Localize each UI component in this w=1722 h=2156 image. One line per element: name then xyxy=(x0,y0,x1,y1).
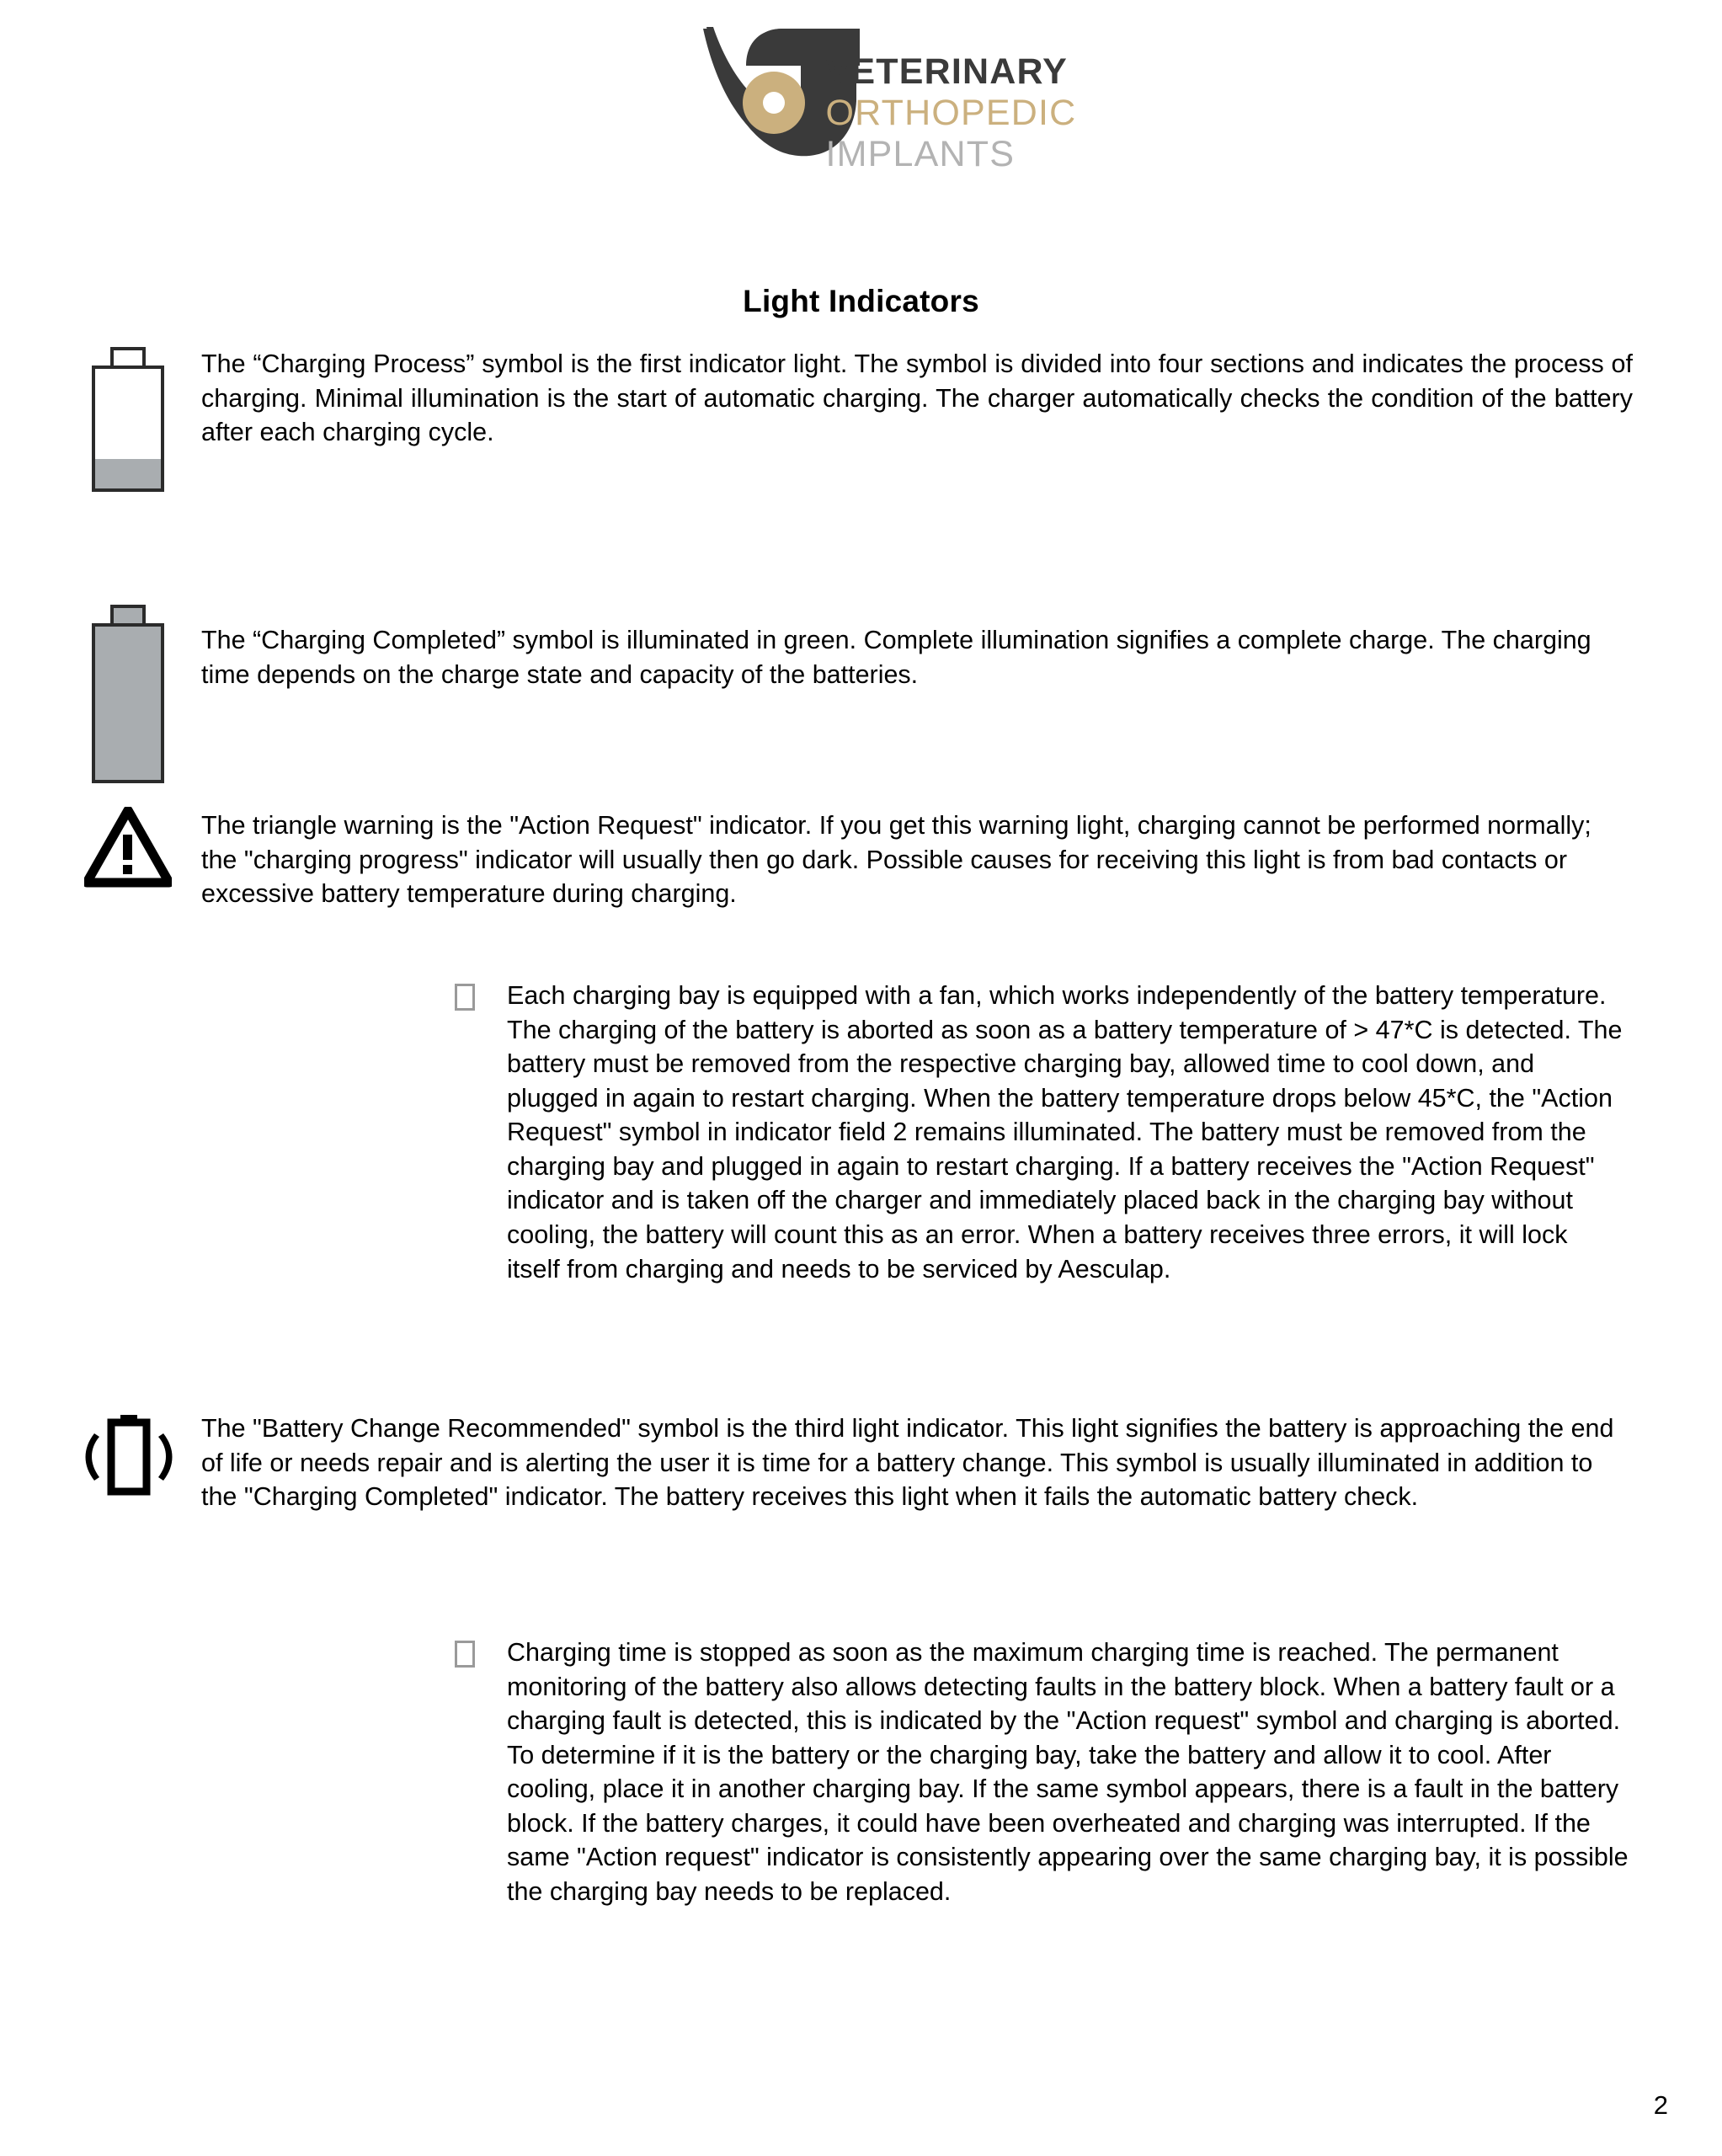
list-item xyxy=(455,979,1650,1286)
section-charging-process xyxy=(54,347,1662,492)
battery-partial-icon xyxy=(92,347,164,492)
battery-fill-level xyxy=(95,459,161,489)
icon-cell xyxy=(54,347,201,492)
page-title: Light Indicators xyxy=(743,283,979,318)
section-text-action-request: The triangle warning is the "Action Request" indicator. If you get this warning light, charging cannot be performed normally; the "charging progress" indicator will usually then go dark. Possible causes for receiving this light is from bad contacts or excessive battery temperature during charging. xyxy=(201,811,1591,909)
section-charging-completed xyxy=(54,605,1662,783)
tofu-box-bullet-icon xyxy=(455,979,507,1011)
section-text-charging-process: The “Charging Process” symbol is the first indicator light. The symbol is divided into four sections and indicates the process of charging. Minimal illumination is the start of automatic charging. The charger automatically checks the condition of the battery after each charging cycle. xyxy=(201,350,1633,447)
list-item-text: Charging time is stopped as soon as the maximum charging time is reached. The permanent monitoring of the battery also allows detecting faults in the battery block. When a battery fault or a charging fault is detected, this is indicated by the "Action request" symbol and charging is aborted. To determine if it is the battery or the charging bay, take the battery and allow it to cool. After cooling, place it in another charging bay. If the same symbol appears, there is a fault in the battery block. If the battery charges, it could have been overheated and charging was interrupted. If the same "Action request" indicator is consistently appearing over the same charging bay, it is possible the charging bay needs to be replaced. xyxy=(507,1638,1629,1906)
icon-cell xyxy=(54,807,201,888)
warning-triangle-icon xyxy=(84,807,172,888)
list-item-text: Each charging bay is equipped with a fan, which works independently of the battery temperature. The charging of the battery is aborted as soon as a battery temperature of > 47*C is detected. The battery must be removed from the respective charging bay, allowed time to cool down, and plugged in again to restart charging. When the battery temperature drops below 45*C, the "Action Request" symbol in indicator field 2 remains illuminated. The battery must be removed from the charging bay and plugged in again to restart charging. If a battery receives the "Action Request" indicator and is taken off the charger and immediately placed back in the charging bay without cooling, the battery will count this as an error. When a battery receives three errors, it will lock itself from charging and needs to be serviced by Aesculap. xyxy=(507,981,1623,1283)
company-logo xyxy=(0,19,1722,208)
logo-line-implants: IMPLANTS xyxy=(825,134,1016,174)
battery-body xyxy=(92,366,164,492)
battery-fill-level xyxy=(95,627,161,780)
battery-body xyxy=(92,623,164,783)
battery-cap xyxy=(110,605,146,623)
section-battery-change xyxy=(54,1408,1662,1514)
section-action-request xyxy=(54,807,1662,911)
logo-wordmark xyxy=(825,51,1096,174)
list-item xyxy=(455,1636,1650,1909)
icon-cell xyxy=(54,1408,201,1501)
tofu-box-bullet-icon xyxy=(455,1636,507,1668)
page-number: 2 xyxy=(1653,2090,1668,2120)
section-text-battery-change: The "Battery Change Recommended" symbol is the third light indicator. This light signifies the battery is approaching the end of life or needs repair and is alerting the user it is time for a battery change. This symbol is usually illuminated in addition to the "Charging Completed" indicator. The battery receives this light when it fails the automatic battery check. xyxy=(201,1414,1614,1512)
icon-cell xyxy=(54,605,201,783)
logo-line-orthopedic: ORTHOPEDIC xyxy=(825,93,1077,133)
battery-change-icon xyxy=(81,1408,175,1501)
battery-full-icon xyxy=(92,605,164,783)
battery-cap xyxy=(110,347,146,366)
section-text-charging-completed: The “Charging Completed” symbol is illuminated in green. Complete illumination signifies a complete charge. The charging time depends on the charge state and capacity of the batteries. xyxy=(201,626,1591,689)
logo-line-veterinary: VETERINARY xyxy=(825,51,1069,92)
